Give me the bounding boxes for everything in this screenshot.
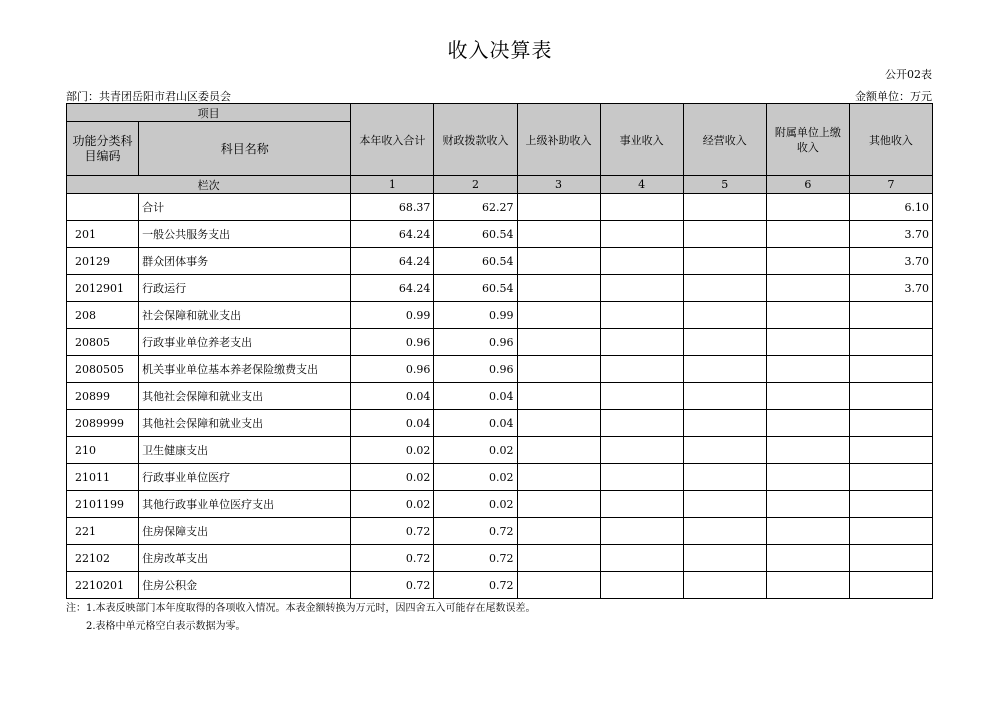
department-label: 部门：共青团岳阳市君山区委员会 [66, 90, 231, 103]
cell-fiscal: 0.02 [434, 464, 517, 491]
cell-subject-name: 群众团体事务 [139, 248, 351, 275]
cell-business [600, 248, 683, 275]
cell-code: 2080505 [67, 356, 139, 383]
cell-total: 68.37 [351, 194, 434, 221]
cell-other [849, 410, 932, 437]
cell-business [600, 545, 683, 572]
cell-operating [683, 437, 766, 464]
cell-total: 0.04 [351, 410, 434, 437]
cell-business [600, 518, 683, 545]
cell-code [67, 194, 139, 221]
cell-operating [683, 356, 766, 383]
cell-affiliated [766, 221, 849, 248]
table-row [67, 464, 933, 491]
cell-affiliated [766, 464, 849, 491]
cell-code: 20899 [67, 383, 139, 410]
cell-superior [517, 437, 600, 464]
cell-code: 221 [67, 518, 139, 545]
cell-affiliated [766, 329, 849, 356]
col-num: 3 [517, 176, 600, 194]
cell-operating [683, 194, 766, 221]
cell-total: 0.02 [351, 437, 434, 464]
cell-total: 0.72 [351, 518, 434, 545]
cell-operating [683, 410, 766, 437]
cell-affiliated [766, 356, 849, 383]
cell-operating [683, 275, 766, 302]
page-title: 收入决算表 [447, 38, 553, 62]
cell-code: 22102 [67, 545, 139, 572]
cell-business [600, 464, 683, 491]
cell-fiscal: 0.72 [434, 572, 517, 599]
header-col-operating: 经营收入 [683, 104, 766, 176]
cell-operating [683, 464, 766, 491]
cell-total: 0.02 [351, 464, 434, 491]
cell-fiscal: 0.72 [434, 545, 517, 572]
cell-total: 0.96 [351, 356, 434, 383]
col-num: 6 [766, 176, 849, 194]
table-row [67, 302, 933, 329]
cell-subject-name: 社会保障和就业支出 [139, 302, 351, 329]
col-num: 7 [849, 176, 932, 194]
cell-affiliated [766, 302, 849, 329]
cell-fiscal: 0.96 [434, 329, 517, 356]
cell-code: 2101199 [67, 491, 139, 518]
cell-subject-name: 行政事业单位医疗 [139, 464, 351, 491]
cell-code: 2210201 [67, 572, 139, 599]
header-col-other: 其他收入 [849, 104, 932, 176]
cell-business [600, 329, 683, 356]
table-row [67, 518, 933, 545]
form-number: 公开02表 [885, 68, 932, 81]
cell-fiscal: 0.02 [434, 491, 517, 518]
cell-other [849, 545, 932, 572]
cell-affiliated [766, 545, 849, 572]
cell-fiscal: 62.27 [434, 194, 517, 221]
cell-code: 2089999 [67, 410, 139, 437]
cell-business [600, 194, 683, 221]
cell-operating [683, 518, 766, 545]
cell-fiscal: 0.99 [434, 302, 517, 329]
cell-superior [517, 329, 600, 356]
cell-business [600, 572, 683, 599]
cell-fiscal: 0.02 [434, 437, 517, 464]
cell-subject-name: 其他社会保障和就业支出 [139, 410, 351, 437]
table-row [67, 194, 933, 221]
income-table [66, 103, 933, 599]
notes [66, 600, 536, 636]
table-row [67, 545, 933, 572]
cell-other [849, 302, 932, 329]
cell-superior [517, 410, 600, 437]
header-lanci: 栏次 [67, 176, 351, 194]
header-col-superior: 上级补助收入 [517, 104, 600, 176]
col-num: 5 [683, 176, 766, 194]
cell-total: 0.96 [351, 329, 434, 356]
cell-code: 20805 [67, 329, 139, 356]
cell-fiscal: 0.72 [434, 518, 517, 545]
cell-total: 0.02 [351, 491, 434, 518]
cell-affiliated [766, 518, 849, 545]
cell-other: 6.10 [849, 194, 932, 221]
cell-affiliated [766, 194, 849, 221]
cell-fiscal: 0.96 [434, 356, 517, 383]
cell-affiliated [766, 410, 849, 437]
cell-other [849, 383, 932, 410]
cell-subject-name: 机关事业单位基本养老保险缴费支出 [139, 356, 351, 383]
header-col-total: 本年收入合计 [351, 104, 434, 176]
cell-fiscal: 60.54 [434, 221, 517, 248]
cell-other [849, 491, 932, 518]
cell-affiliated [766, 248, 849, 275]
cell-operating [683, 383, 766, 410]
cell-fiscal: 0.04 [434, 383, 517, 410]
table-row [67, 410, 933, 437]
cell-code: 208 [67, 302, 139, 329]
cell-total: 0.99 [351, 302, 434, 329]
cell-operating [683, 545, 766, 572]
cell-superior [517, 518, 600, 545]
cell-code: 20129 [67, 248, 139, 275]
cell-superior [517, 275, 600, 302]
cell-subject-name: 住房保障支出 [139, 518, 351, 545]
cell-other [849, 572, 932, 599]
cell-business [600, 302, 683, 329]
cell-other: 3.70 [849, 275, 932, 302]
cell-subject-name: 行政事业单位养老支出 [139, 329, 351, 356]
cell-business [600, 437, 683, 464]
cell-code: 210 [67, 437, 139, 464]
cell-superior [517, 221, 600, 248]
cell-business [600, 356, 683, 383]
cell-affiliated [766, 437, 849, 464]
cell-code: 21011 [67, 464, 139, 491]
cell-fiscal: 0.04 [434, 410, 517, 437]
cell-affiliated [766, 275, 849, 302]
header-func-code: 功能分类科目编码 [67, 122, 139, 176]
cell-total: 0.72 [351, 572, 434, 599]
cell-business [600, 275, 683, 302]
cell-superior [517, 464, 600, 491]
cell-subject-name: 其他行政事业单位医疗支出 [139, 491, 351, 518]
header-item: 项目 [67, 104, 351, 122]
cell-other [849, 329, 932, 356]
cell-subject-name: 卫生健康支出 [139, 437, 351, 464]
table-row [67, 491, 933, 518]
cell-other: 3.70 [849, 248, 932, 275]
table-row [67, 275, 933, 302]
header-col-affiliated: 附属单位上缴收入 [766, 104, 849, 176]
cell-subject-name: 住房公积金 [139, 572, 351, 599]
header-col-business: 事业收入 [600, 104, 683, 176]
cell-operating [683, 329, 766, 356]
header-col-fiscal: 财政拨款收入 [434, 104, 517, 176]
note-1: 注：1.本表反映部门本年度取得的各项收入情况。本表金额转换为万元时，因四舍五入可能存在尾数误差。 [66, 603, 536, 614]
cell-subject-name: 合计 [139, 194, 351, 221]
header-subject-name: 科目名称 [139, 122, 351, 176]
cell-superior [517, 491, 600, 518]
col-num: 4 [600, 176, 683, 194]
cell-total: 64.24 [351, 275, 434, 302]
cell-code: 201 [67, 221, 139, 248]
cell-other [849, 518, 932, 545]
cell-superior [517, 545, 600, 572]
cell-fiscal: 60.54 [434, 275, 517, 302]
cell-other: 3.70 [849, 221, 932, 248]
cell-superior [517, 356, 600, 383]
cell-total: 64.24 [351, 221, 434, 248]
cell-affiliated [766, 383, 849, 410]
col-num: 1 [351, 176, 434, 194]
table-row [67, 383, 933, 410]
table-row [67, 221, 933, 248]
table-row [67, 437, 933, 464]
cell-operating [683, 302, 766, 329]
cell-operating [683, 491, 766, 518]
cell-other [849, 437, 932, 464]
cell-operating [683, 248, 766, 275]
cell-total: 0.72 [351, 545, 434, 572]
cell-subject-name: 其他社会保障和就业支出 [139, 383, 351, 410]
cell-superior [517, 194, 600, 221]
col-num: 2 [434, 176, 517, 194]
cell-other [849, 464, 932, 491]
cell-total: 64.24 [351, 248, 434, 275]
amount-unit-label: 金额单位：万元 [855, 90, 932, 103]
note-2: 2.表格中单元格空白表示数据为零。 [86, 621, 246, 632]
cell-superior [517, 248, 600, 275]
cell-fiscal: 60.54 [434, 248, 517, 275]
cell-superior [517, 302, 600, 329]
cell-business [600, 491, 683, 518]
cell-subject-name: 一般公共服务支出 [139, 221, 351, 248]
cell-subject-name: 住房改革支出 [139, 545, 351, 572]
cell-total: 0.04 [351, 383, 434, 410]
cell-subject-name: 行政运行 [139, 275, 351, 302]
table-row [67, 572, 933, 599]
cell-business [600, 383, 683, 410]
table-row [67, 356, 933, 383]
cell-affiliated [766, 572, 849, 599]
table-row [67, 329, 933, 356]
cell-affiliated [766, 491, 849, 518]
cell-superior [517, 572, 600, 599]
cell-other [849, 356, 932, 383]
cell-operating [683, 221, 766, 248]
cell-operating [683, 572, 766, 599]
cell-business [600, 221, 683, 248]
table-row [67, 248, 933, 275]
cell-business [600, 410, 683, 437]
cell-code: 2012901 [67, 275, 139, 302]
cell-superior [517, 383, 600, 410]
